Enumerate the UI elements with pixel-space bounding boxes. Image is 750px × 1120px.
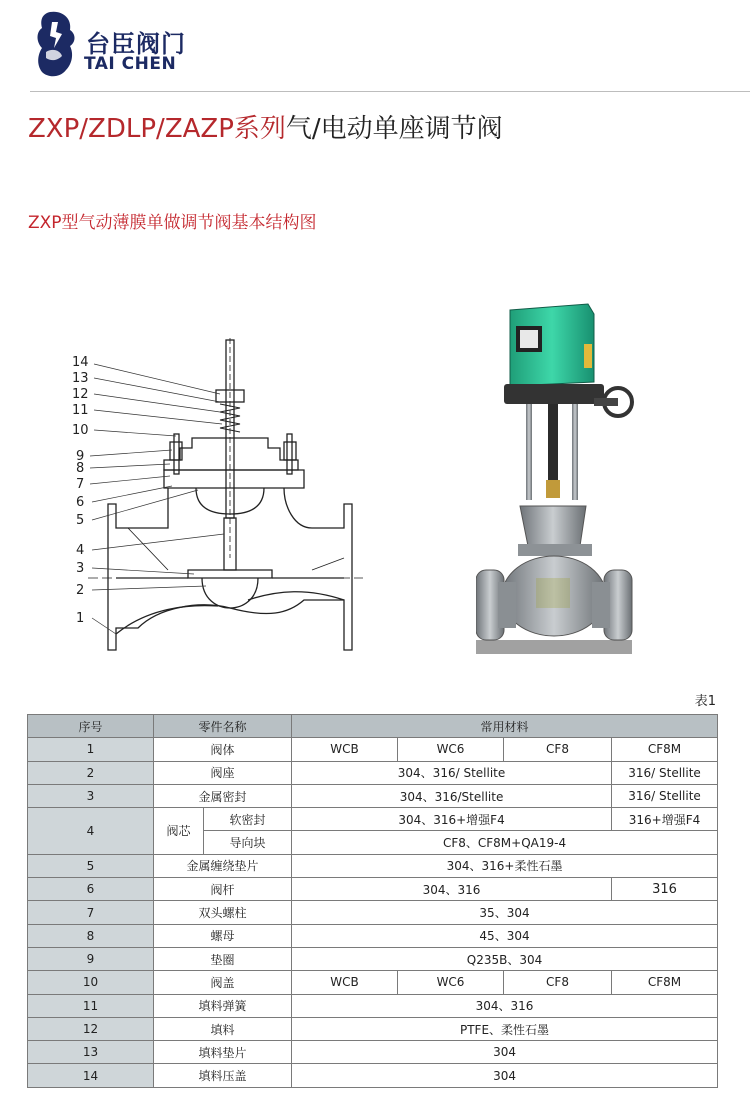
- row-part: 填料压盖: [154, 1064, 292, 1087]
- row-material: 35、304: [292, 901, 718, 924]
- row-no: 9: [28, 947, 154, 970]
- row-material: 316/ Stellite: [612, 761, 718, 784]
- row-material: 316/ Stellite: [612, 784, 718, 807]
- row-part: 阀座: [154, 761, 292, 784]
- row-material: WC6: [398, 971, 504, 994]
- row-material: 304、316: [292, 878, 612, 901]
- table-header-row: [28, 715, 718, 738]
- diagram-label-9: 9: [76, 449, 85, 464]
- row-material: WCB: [292, 971, 398, 994]
- table-row: [28, 761, 718, 784]
- row-no: 13: [28, 1041, 154, 1064]
- row-material: 45、304: [292, 924, 718, 947]
- row-no: 8: [28, 924, 154, 947]
- product-photo: [476, 296, 646, 672]
- col-header-no: 序号: [28, 715, 154, 738]
- table-row: [28, 854, 718, 877]
- table-row: [28, 784, 718, 807]
- row-part: 填料垫片: [154, 1041, 292, 1064]
- row-material: 316: [612, 878, 718, 901]
- row-no: 12: [28, 1017, 154, 1040]
- diagram-label-5: 5: [76, 513, 85, 528]
- title-series: ZXP/ZDLP/ZAZP系列: [28, 114, 286, 144]
- page-title: [28, 108, 503, 145]
- row-part: 垫圈: [154, 947, 292, 970]
- row-no: 2: [28, 761, 154, 784]
- table-row: [28, 901, 718, 924]
- table-row: [28, 971, 718, 994]
- row-part-group: 阀芯: [154, 808, 204, 855]
- table-row: [28, 738, 718, 761]
- row-material: CF8: [504, 971, 612, 994]
- row-part: 螺母: [154, 924, 292, 947]
- logo-emblem-icon: [32, 8, 80, 80]
- row-part: 软密封: [204, 808, 292, 831]
- row-no: 10: [28, 971, 154, 994]
- row-material: CF8M: [612, 738, 718, 761]
- diagram-label-10: 10: [72, 423, 89, 438]
- table-row: [28, 808, 718, 831]
- table-row: [28, 994, 718, 1017]
- row-no: 14: [28, 1064, 154, 1087]
- row-material: CF8、CF8M+QA19-4: [292, 831, 718, 854]
- row-part: 填料弹簧: [154, 994, 292, 1017]
- row-material: 304: [292, 1041, 718, 1064]
- diagram-label-13: 13: [72, 371, 89, 386]
- diagram-label-11: 11: [72, 403, 89, 418]
- structure-diagram: [68, 338, 368, 660]
- row-material: 304、316/ Stellite: [292, 761, 612, 784]
- diagram-label-8: 8: [76, 461, 85, 476]
- row-material: 316+增强F4: [612, 808, 718, 831]
- diagram-label-3: 3: [76, 561, 85, 576]
- row-material: 304、316/Stellite: [292, 784, 612, 807]
- row-part: 阀杆: [154, 878, 292, 901]
- brand-name-cn: 台臣阀门: [86, 30, 186, 58]
- row-part: 金属缠绕垫片: [154, 854, 292, 877]
- header-divider: [30, 91, 750, 92]
- row-no: 4: [28, 808, 154, 855]
- table-row: [28, 1017, 718, 1040]
- parts-table: [27, 714, 718, 1088]
- row-no: 6: [28, 878, 154, 901]
- table-row: [28, 878, 718, 901]
- row-part: 阀盖: [154, 971, 292, 994]
- row-part: 导向块: [204, 831, 292, 854]
- diagram-label-12: 12: [72, 387, 89, 402]
- row-no: 3: [28, 784, 154, 807]
- row-no: 11: [28, 994, 154, 1017]
- diagram-label-6: 6: [76, 495, 85, 510]
- row-material: PTFE、柔性石墨: [292, 1017, 718, 1040]
- row-no: 5: [28, 854, 154, 877]
- row-material: WC6: [398, 738, 504, 761]
- diagram-label-7: 7: [76, 477, 85, 492]
- diagram-label-4: 4: [76, 543, 85, 558]
- row-material: WCB: [292, 738, 398, 761]
- row-material: 304、316+增强F4: [292, 808, 612, 831]
- diagram-label-14: 14: [72, 355, 89, 370]
- brand-logo: [32, 8, 192, 80]
- table-row: [28, 947, 718, 970]
- section-subtitle: ZXP型气动薄膜单做调节阀基本结构图: [28, 213, 317, 233]
- row-material: CF8M: [612, 971, 718, 994]
- title-product: 气/电动单座调节阀: [285, 114, 503, 144]
- row-part: 双头螺柱: [154, 901, 292, 924]
- diagram-label-2: 2: [76, 583, 85, 598]
- table-row: [28, 1041, 718, 1064]
- row-part: 阀体: [154, 738, 292, 761]
- diagram-label-1: 1: [76, 611, 85, 626]
- table-row: [28, 924, 718, 947]
- col-header-part: 零件名称: [154, 715, 292, 738]
- col-header-material: 常用材料: [292, 715, 718, 738]
- row-material: CF8: [504, 738, 612, 761]
- table-number: 表1: [694, 694, 716, 709]
- row-material: 304、316+柔性石墨: [292, 854, 718, 877]
- row-part: 金属密封: [154, 784, 292, 807]
- table-row: [28, 1064, 718, 1087]
- row-material: 304、316: [292, 994, 718, 1017]
- row-material: 304: [292, 1064, 718, 1087]
- row-no: 7: [28, 901, 154, 924]
- brand-name-en: TAI CHEN: [84, 54, 177, 74]
- row-no: 1: [28, 738, 154, 761]
- row-part: 填料: [154, 1017, 292, 1040]
- row-material: Q235B、304: [292, 947, 718, 970]
